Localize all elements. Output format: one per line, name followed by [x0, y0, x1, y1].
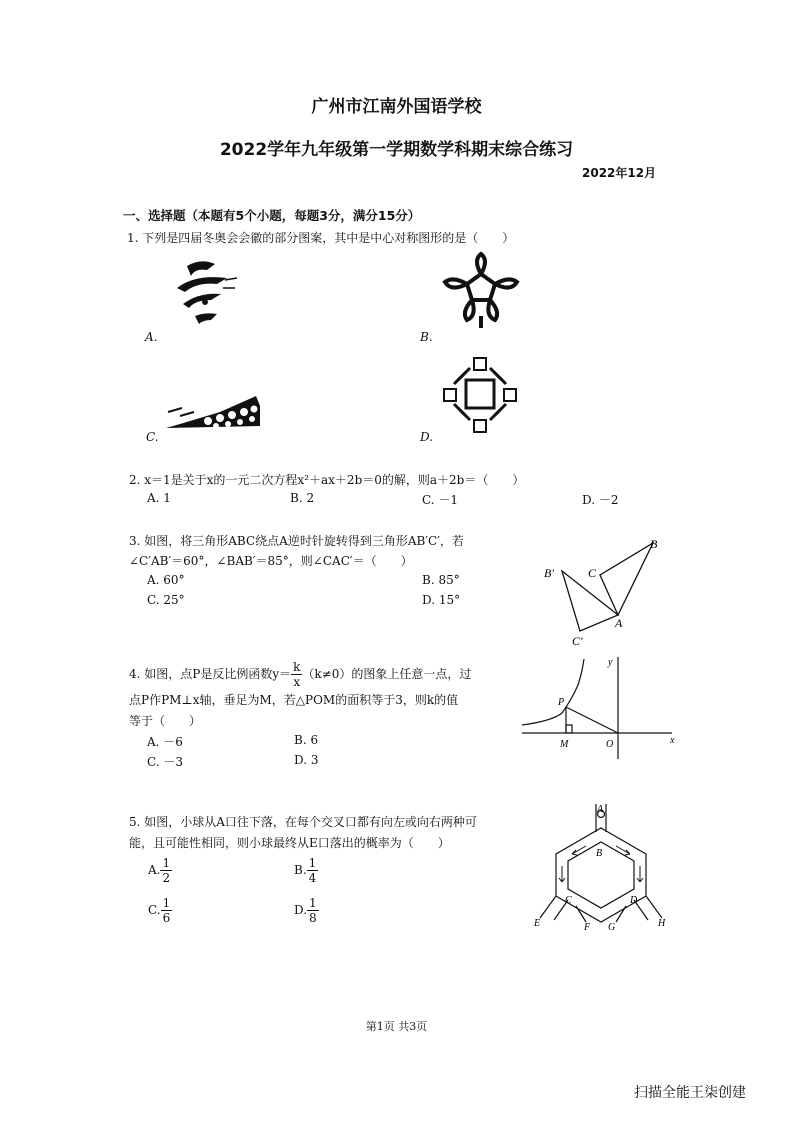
q5-option-d-frac: [307, 896, 319, 925]
q5-a-num: 1: [162, 856, 171, 870]
emblem-b-icon: [437, 252, 525, 332]
q1-label-c: C.: [146, 430, 159, 444]
q3-option-d: D. 15°: [422, 593, 461, 607]
q4-frac-num: k: [293, 660, 301, 674]
q5-c-den: 6: [162, 911, 171, 925]
q5-fig-label-a: A: [597, 804, 604, 815]
q2-option-d: D. －2: [582, 493, 619, 507]
question-4-line3: 等于（ ）: [129, 714, 202, 728]
question-1-text: 1. 下列是四届冬奥会会徽的部分图案，其中是中心对称图形的是（ ）: [127, 231, 515, 245]
q5-option-b-label: B.: [294, 863, 307, 877]
q4-fig-label-x: x: [670, 735, 675, 746]
page-number: 第1页 共3页: [365, 1020, 428, 1033]
q5-fig-label-g: G: [608, 922, 616, 933]
q5-option-a-frac: [160, 856, 172, 885]
question-5-line2: 能，且可能性相同，则小球最终从E口落出的概率为（ ）: [129, 836, 450, 850]
q4-option-a: A. －6: [147, 735, 183, 749]
exam-date: 2022年12月: [582, 166, 657, 180]
q2-option-b: B. 2: [290, 491, 315, 505]
question-4-line1: [129, 660, 471, 689]
q3-option-b: B. 85°: [422, 573, 460, 587]
question-3-line2: ∠C′AB′＝60°，∠BAB′＝85°，则∠CAC′＝（ ）: [129, 554, 413, 568]
question-4-line2: 点P作PM⊥x轴，垂足为M，若△POM的面积等于3，则k的值: [129, 693, 459, 707]
q4-option-b: B. 6: [294, 733, 319, 747]
q5-b-den: 4: [308, 871, 317, 885]
q5-fig-label-h: H: [658, 918, 666, 929]
question-2-text: 2. x＝1是关于x的一元二次方程x²＋ax＋2b＝0的解，则a＋2b＝（ ）: [129, 473, 525, 487]
q4-fig-label-m: M: [560, 739, 569, 750]
q5-fig-label-c: C: [565, 895, 572, 906]
q5-fig-label-e: E: [534, 918, 541, 929]
q5-d-den: 8: [309, 911, 317, 925]
q5-option-c: [148, 896, 172, 925]
q5-option-b-frac: [307, 856, 319, 885]
q4-fraction: [291, 660, 302, 689]
q5-option-b: [294, 856, 318, 885]
q3-fig-label-a: A: [615, 616, 623, 630]
q4-line1-start: 4. 如图，点P是反比例函数y＝: [129, 667, 292, 681]
q5-c-num: 1: [162, 896, 171, 910]
rotation-triangle-figure: [538, 535, 668, 655]
question-3-line1: 3. 如图，将三角形ABC绕点A逆时针旋转得到三角形AB′C′，若: [129, 534, 464, 548]
ball-drop-diagram: [532, 800, 672, 933]
exam-title: 2022学年九年级第一学期数学科期末综合练习: [219, 140, 574, 160]
q3-option-c: C. 25°: [147, 593, 185, 607]
school-name: 广州市江南外国语学校: [311, 97, 482, 117]
q3-fig-label-b-prime: B′: [544, 566, 554, 580]
inverse-function-graph: [522, 655, 682, 765]
q4-fig-label-o: O: [606, 739, 614, 750]
q5-a-den: 2: [162, 871, 171, 885]
q2-option-a: A. 1: [147, 491, 171, 505]
q4-option-d: D. 3: [294, 753, 319, 767]
q5-fig-label-f: F: [584, 922, 591, 933]
q5-option-a: [148, 856, 172, 885]
q5-option-a-label: A.: [148, 863, 161, 877]
emblem-d-icon: [440, 354, 520, 436]
q4-fig-label-p: P: [558, 697, 565, 708]
emblem-a-icon: [165, 258, 245, 328]
q4-frac-den: x: [293, 675, 301, 689]
q1-label-a: A.: [145, 330, 158, 344]
q4-option-c: C. －3: [147, 755, 184, 769]
emblem-c-icon: [160, 388, 270, 438]
q2-option-c: C. －1: [422, 493, 459, 507]
q5-option-d-label: D.: [294, 903, 308, 917]
q3-fig-label-b: B: [650, 537, 658, 551]
q1-label-d: D.: [420, 430, 434, 444]
q5-option-d: [294, 896, 319, 925]
q5-d-num: 1: [309, 896, 317, 910]
q3-fig-label-c-prime: C′: [572, 634, 583, 648]
q5-fig-label-b: B: [596, 848, 603, 859]
q3-option-a: A. 60°: [147, 573, 185, 587]
q5-fig-label-d: D: [630, 895, 638, 906]
question-5-line1: 5. 如图，小球从A口往下落，在每个交叉口都有向左或向右两种可: [129, 815, 477, 829]
q1-label-b: B.: [420, 330, 433, 344]
section-heading: 一、选择题（本题有5个小题，每题3分，满分15分）: [123, 208, 421, 223]
q5-option-c-frac: [161, 896, 173, 925]
q5-b-num: 1: [308, 856, 317, 870]
scanner-watermark: 扫描全能王柒创建: [634, 1085, 746, 1101]
q5-option-c-label: C.: [148, 903, 161, 917]
q3-fig-label-c: C: [588, 566, 597, 580]
q4-fig-label-y: y: [608, 657, 613, 668]
q4-line1-end: （k≠0）的图象上任意一点，过: [302, 667, 472, 681]
